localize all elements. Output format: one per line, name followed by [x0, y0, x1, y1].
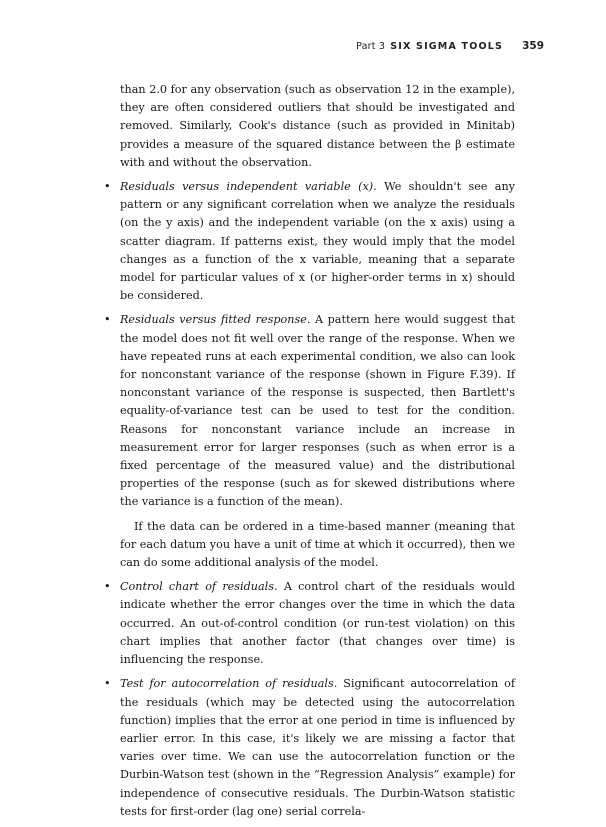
bullet-term: Residuals versus fitted response: [120, 313, 307, 327]
bullet-autocorrelation: [104, 675, 515, 821]
bullet-term: Test for autocorrelation of residuals: [120, 677, 334, 691]
bullet-text: . We shouldn't see any pattern or any significant correlation when we analyze the residuals (on the y axis) and the independent variable (on the x axis) using a scatter diagram. If patterns exist, they would imply that the model changes as a function of the x variable, meaning that a separate model for particular values of x (or higher-order terms in x) should be considered.: [120, 180, 515, 303]
page-body: [104, 81, 515, 827]
page-number: 359: [522, 40, 544, 52]
bullet-text: . A pattern here would suggest that the model does not fit well over the range of the response. When we have repeated runs at each experimental condition, we also can look for nonconstant variance of the response (shown in Figure F.39). If nonconstant variance of the response is suspected, then Bartlett's equality-of-variance test can be used to test for the condition. Reasons for nonconstant variance include an increase in measurement error for larger responses (such as when error is a fixed percentage of the measured value) and the distributional properties of the response (such as for skewed distributions where the variance is a function of the mean).: [120, 313, 515, 509]
bullet-text: . Significant autocorrelation of the residuals (which may be detected using the autocorrelation function) implies that the error at one period in time is influenced by earlier error. In this case, it's likely we are missing a factor that varies over time. We can use the autocorrelation function or the Durbin-Watson test (shown in the “Regression Analysis” example) for independence of consecutive residuals. The Durbin-Watson statistic tests for first-order (lag one) serial correla-: [120, 677, 515, 818]
intro-paragraph: than 2.0 for any observation (such as observation 12 in the example), they are often considered outliers that should be investigated and removed. Similarly, Cook's distance (such as provided in Minitab) provides a measure of the squared distance between the β estimate with and without the observation.: [120, 83, 515, 169]
bullet-icon: •: [104, 180, 111, 194]
bullet-residuals-vs-x: [104, 178, 515, 305]
followup-paragraph: If the data can be ordered in a time-based manner (meaning that for each datum you have a unit of time at which it occurred), then we can do some additional analysis of the model.: [120, 519, 515, 570]
running-header: [356, 40, 544, 52]
bullet-icon: •: [104, 677, 111, 691]
part-label: Part 3: [356, 41, 386, 52]
bullet-icon: •: [104, 313, 111, 327]
bullet-icon: •: [104, 580, 111, 594]
bullet-term: Control chart of residuals: [120, 580, 274, 594]
section-title: SIX SIGMA TOOLS: [390, 41, 504, 52]
bullet-residuals-vs-fitted: [104, 311, 515, 511]
bullet-control-chart: [104, 578, 515, 669]
bullet-text: . A control chart of the residuals would indicate whether the error changes over the time in which the data occurred. An out-of-control condition (or run-test violation) on this chart implies that another factor (that changes over time) is influencing the response.: [120, 580, 515, 667]
bullet-term: Residuals versus independent variable (x): [120, 180, 374, 194]
